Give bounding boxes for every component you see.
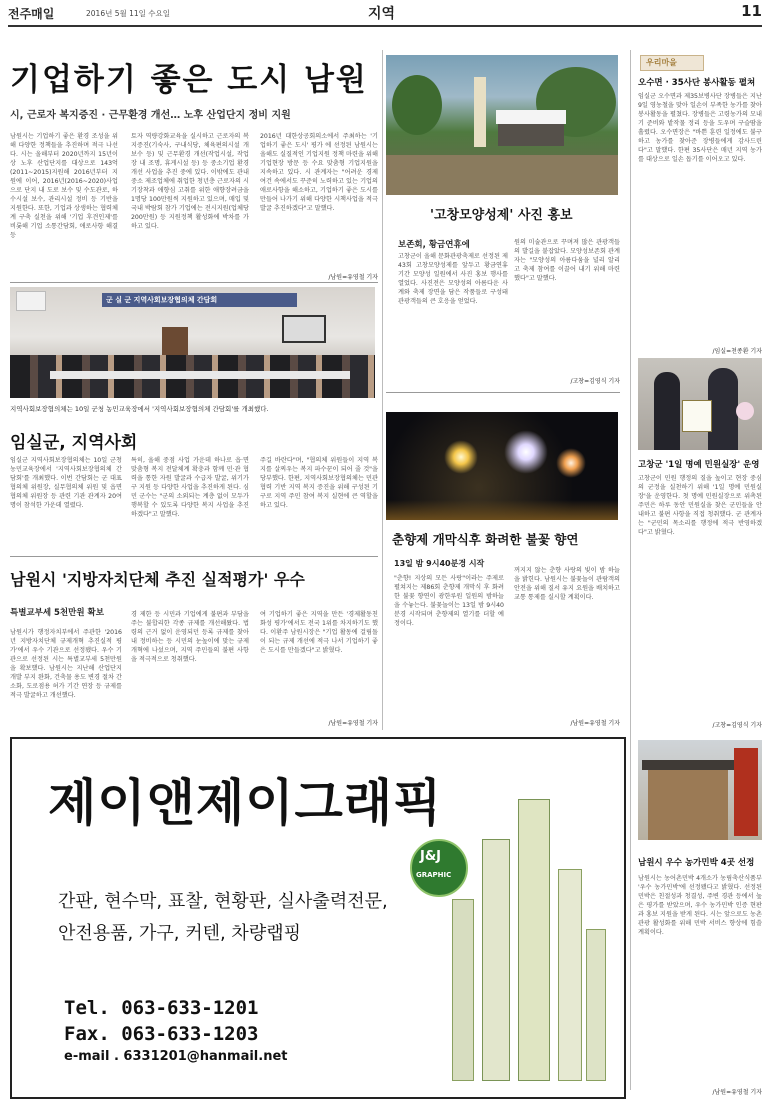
person-right	[708, 368, 738, 450]
ground	[386, 155, 618, 195]
right-article1-body: 임실군 오수면과 제35보병사단 장병들은 지난 9일 영농철을 맞아 일손이 부족한 농가를 찾아 봉사활동을 펼쳤다. 장병들은 고령농가의 모내기 준비와 밭작물 정리 등을 도우며 구슬땀을 흘렸다. 오수면장은 "바쁜 훈련 일정에도 불구하고 농가를 찾아준 장병들에게 감사드린다"고 말했다. 한편 35사단은 매년 지역 농가를 대상으로 일손 돕기를 이어오고 있다.	[638, 93, 762, 163]
firework-burst-3	[556, 448, 586, 478]
podium	[162, 327, 188, 355]
main-subhead: 시, 근로자 복지증진 · 근무환경 개선… 노후 산업단지 정비 지원	[10, 110, 291, 121]
paper-name: 전주매일	[8, 7, 55, 21]
fireworks-col-2: 꺼지지 않는 춘향 사랑의 빛이 밤 하늘을 밝힌다. 남원시는 불꽃놀이 관람객의 안전을 위해 질서 유지 요원을 배치하고 교통 통제를 실시할 계획이다.	[514, 567, 620, 601]
ad-email: e-mail . 6331201@hanmail.net	[64, 1049, 288, 1064]
right-article1-byline: /임실=천종환 기자	[712, 348, 762, 355]
flowers	[736, 402, 754, 420]
right-article3-headline: 남원시 우수 농가민박 4곳 선정	[638, 858, 755, 868]
screen	[282, 315, 326, 343]
ad-title: 제이앤제이그래픽	[48, 774, 443, 832]
right-article2-byline: /고창=김영식 기자	[712, 722, 762, 729]
ad-box	[10, 737, 626, 1099]
flag-left	[16, 291, 46, 311]
certificate	[682, 400, 712, 432]
fireworks-headline: 춘향제 개막식후 화려한 불꽃 향연	[392, 532, 579, 547]
main-col-3: 2016년 대한상공회의소에서 주최하는 '기업하기 좋은 도시' 평가 에 선정된 남원시는 올해도 실질적인 기업지원 정책 마련을 위해 기업현장 방문 등 수요 맞춤형 기업지원을 지속하고 있다. 시 관계자는 "어려운 경제 여건 속에서도 꾸준히 노력하고 있는 기업의 애로사항을 해소하고, 기업하기 좋은 도시를 만들어 나가기 위해 다양한 시책사업을 적극 발굴 추진하겠다"고 말했다.	[260, 133, 378, 212]
gochang-headline: '고창모양성제' 사진 홍보	[430, 208, 573, 223]
ad-fax: Fax. 063-633-1203	[64, 1023, 259, 1045]
ad-services-2: 안전용품, 가구, 커텐, 차량랩핑	[58, 923, 301, 944]
imsil-col-3: 주길 바란다"며, "협의체 위원들이 지역 복지를 살찌우는 복지 파수꾼이 되어 줄 것"을 당부했다. 한편, 지역사회보장협의체는 민관협력 기반 지역 복지 증진을 위해 구성된 기구로 지역 주민 참여 복지 실현에 큰 역할을 하고 있다.	[260, 457, 378, 509]
photo-banner-text: 군 실 군 지역사회보장협의체 간담회	[106, 296, 218, 304]
imsil-col-2: 특히, 올해 중점 사업 가운데 하나로 읍·면 맞춤형 복지 전달체계 확충과 함께 민·관 협력을 통한 자원 발굴과 수급자 발굴, 위기가구 지원 등 다양한 사업을 추진하게 된다. 심민 군수는 "군의 소외되는 계층 없이 모두가 행복할 수 있도록 다양한 복지 사업을 추진하겠다"고 말했다.	[131, 457, 249, 518]
firework-burst-1	[444, 440, 478, 474]
roof	[642, 760, 734, 770]
tower-5	[586, 929, 606, 1081]
imsil-col-1: 임실군 지역사회보장협의체는 10일 군청 농민교육장에서 '지역사회보장협의체 간담회'를 개최했다. 이번 간담회는 군 대표협의체 위원장, 실무협의체 위원 및 읍면협의체 위원장 등 관련 기관 관계자 20여명이 참석한 가운데 열렸다.	[10, 457, 122, 509]
fireworks-byline: /남원=유영철 기자	[570, 720, 620, 727]
gochang-col-2: 원의 미술관으로 꾸며져 많은 관광객들의 발길을 붙잡았다. 모양성보존회 관계자는 "모양성의 아름다움을 널리 알리고 축제 참여를 이끌어 내기 위해 마련했다"고 말했다.	[514, 239, 620, 282]
conference-photo	[10, 287, 375, 398]
divider-imsil	[10, 556, 378, 557]
divider-main	[10, 282, 378, 283]
right-article3-body: 남원시는 농어촌민박 4개소가 농림축산식품부 '우수 농가민박'에 선정됐다고 밝혔다. 선정된 민박은 친절성과 청결성, 주변 경관 등에서 높은 평가를 받았으며, 우수 농가민박 인증 현판과 홍보 지원을 받게 된다. 시는 앞으로도 농촌 관광 활성화를 위해 민박 서비스 향상에 힘쓸 계획이다.	[638, 875, 762, 936]
masthead	[8, 0, 762, 24]
right-article1-headline: 오수면 · 35사단 봉사활동 펼쳐	[638, 78, 756, 88]
fireworks-subhead: 13일 밤 9시40분경 시작	[394, 559, 485, 568]
tower-2	[482, 839, 510, 1081]
divider-vertical-mid	[382, 50, 383, 730]
right-article2-headline: 고창군 '1일 명예 민원실장' 운영	[638, 460, 760, 470]
person-left	[654, 372, 680, 450]
building	[648, 768, 728, 840]
ad-logo-text-1: J&J	[420, 849, 442, 864]
main-col-1: 남원시는 기업하기 좋은 환경 조성을 위해 다양한 정책들을 추진하며 적극 나선다. 시는 올해부터 2020년까지 15년이상 노후 산업단지를 대상으로 143억(2011~2015)지원해 2016년부터 지원에 이어, 2016년(2016~2020)사업으로 단지 내 도로 보수 및 수도관로, 하수시설 보수, 관리시설 정비 등 기반을 지원한다. 또한, 기업과 상생하는 협력체계 구축 실천을 위해 '기업 후견인제'를 비롯해 기업 소통간담회, 애로사항 해결 등	[10, 133, 118, 239]
gochang-byline: /고창=김영식 기자	[570, 378, 620, 385]
right-article2-body: 고창군이 민원 행정의 질을 높이고 현장 중심의 군정을 실천하기 위해 '1일 명예 민원실장'을 운영한다. 첫 명예 민원실장으로 위촉된 주민은 하루 동안 민원실을 찾은 군민들을 안내하고 불편 사항을 직접 청취했다. 군 관계자는 "군민의 목소리를 행정에 적극 반영하겠다"고 밝혔다.	[638, 475, 762, 536]
tent	[496, 110, 566, 124]
conference-caption: 지역사회보장협의체는 10일 군청 농민교육장에서 '지역사회보장협의체 간담회'를 개최했다.	[10, 405, 269, 413]
namwon-eval-col-3: 여 기업하기 좋은 지역을 만든 '경제활동친화성 평가'에서도 전국 1위를 차지하기도 했다. 이환주 남원시장은 "기업 활동에 걸림돌이 되는 규제 개선에 적극 나서 기업하기 좋은 도시를 만들겠다"고 밝혔다.	[260, 611, 378, 654]
namwon-eval-headline: 남원시 '지방자치단체 추진 실적평가' 우수	[10, 570, 305, 589]
sign-board	[734, 748, 758, 836]
tower-4	[558, 869, 582, 1081]
banner-pole	[474, 77, 486, 147]
gochang-photo	[386, 55, 618, 195]
masthead-rule	[8, 25, 762, 27]
section-name: 지역	[368, 6, 396, 22]
ad-logo	[410, 839, 468, 897]
imsil-headline: 임실군, 지역사회	[10, 433, 138, 453]
ad-services-1: 간판, 현수막, 표찰, 현황판, 실사출력전문,	[58, 891, 388, 912]
city-glow	[386, 500, 618, 520]
firework-burst-2	[504, 430, 548, 474]
namwon-eval-col-2: 경 제한 등 시민과 기업에게 불편과 부담을 주는 불합리한 각종 규제를 개선해왔다. 법령의 근거 없이 운영되던 등록 규제를 찾아내 정비하는 등 시민의 눈높이에 맞는 규제개혁에 나섰으며, 지역 주민들의 불편 사항을 적극적으로 청취했다.	[131, 611, 249, 663]
tower-3	[518, 799, 550, 1081]
fireworks-col-1: "춘향! 지상의 모든 사랑"이라는 주제로 펼쳐지는 제86회 춘향제 개막식 후 화려한 불꽃 향연이 광한루원 일원의 밤하늘을 수놓는다. 불꽃놀이는 13일 밤 9시40분경 시작되며 춘향제의 열기를 더할 예정이다.	[394, 575, 504, 627]
page-number: 11	[741, 2, 762, 20]
gochang-col-1: 고창군이 올해 문화관광축제로 선정된 제43회 고창모양성제를 앞두고 황금연휴 기간 모양성 일원에서 사진 홍보 행사를 열었다. 사진전은 모양성의 아름다운 사계와 축제 장면을 담은 작품들로 구성돼 관광객들의 큰 호응을 얻었다.	[398, 253, 508, 305]
main-col-2: 토자 역량강화교육을 실시하고 근로자의 복지증진(기숙사, 구내식당, 체육편의시설 개보수 등) 및 근무환경 개선(작업시설, 작업장 내 조명, 휴게시설 등) 등 중소기업 환경개선 사업을 추진 중에 있다. 이밖에도 관내 중소 제조업체에 취업한 청년층 근로자의 시기장착과 애향심 고취를 위한 애향장려금을 1명당 100만원씩 지원하고 있으며, 매입 및 국내 박람회 참가 기업에는 전시지원(업체당 200만원) 등 지원정책 활성화에 박차를 가하고 있다.	[131, 133, 249, 230]
main-byline: /남원=유영철 기자	[328, 274, 378, 281]
divider-vertical-right	[630, 50, 631, 1090]
right-minbak-photo	[638, 740, 762, 840]
right-award-photo	[638, 358, 762, 450]
gochang-subhead: 보존회, 황금연휴에	[398, 240, 470, 250]
ad-tel: Tel. 063-633-1201	[64, 997, 259, 1019]
fireworks-photo	[386, 412, 618, 520]
tent-shade	[498, 124, 564, 146]
main-headline: 기업하기 좋은 도시 남원	[10, 62, 368, 98]
tree-left	[392, 75, 442, 135]
namwon-eval-col-1: 남원시가 행정자치부에서 주관한 '2016년 지방자치단체 규제개혁 추진실적 평가'에서 우수 기관으로 선정됐다. 우수 기관으로 선정된 시는 특별교부세 5천만원을 확보했다. 남원시는 지난해 산업단지 개발 부지 완화, 건축물 용도 변경 절차 간소화, 도로점용 허가 기간 연장 등 규제를 적극 발굴하고 개선했다.	[10, 629, 122, 699]
ad-skyline	[442, 779, 612, 1079]
tower-1	[452, 899, 474, 1081]
namwon-eval-subhead: 특별교부세 5천만원 확보	[10, 608, 104, 618]
ad-logo-text-2: GRAPHIC	[416, 871, 452, 879]
right-tag: 우리마을	[646, 58, 677, 67]
namwon-eval-byline: /남원=유영철 기자	[328, 720, 378, 727]
issue-date: 2016년 5월 11일 수요일	[86, 9, 171, 18]
right-article3-byline: /남원=유영철 기자	[712, 1089, 762, 1096]
desk-row	[50, 371, 350, 379]
divider-gochang	[386, 392, 620, 393]
